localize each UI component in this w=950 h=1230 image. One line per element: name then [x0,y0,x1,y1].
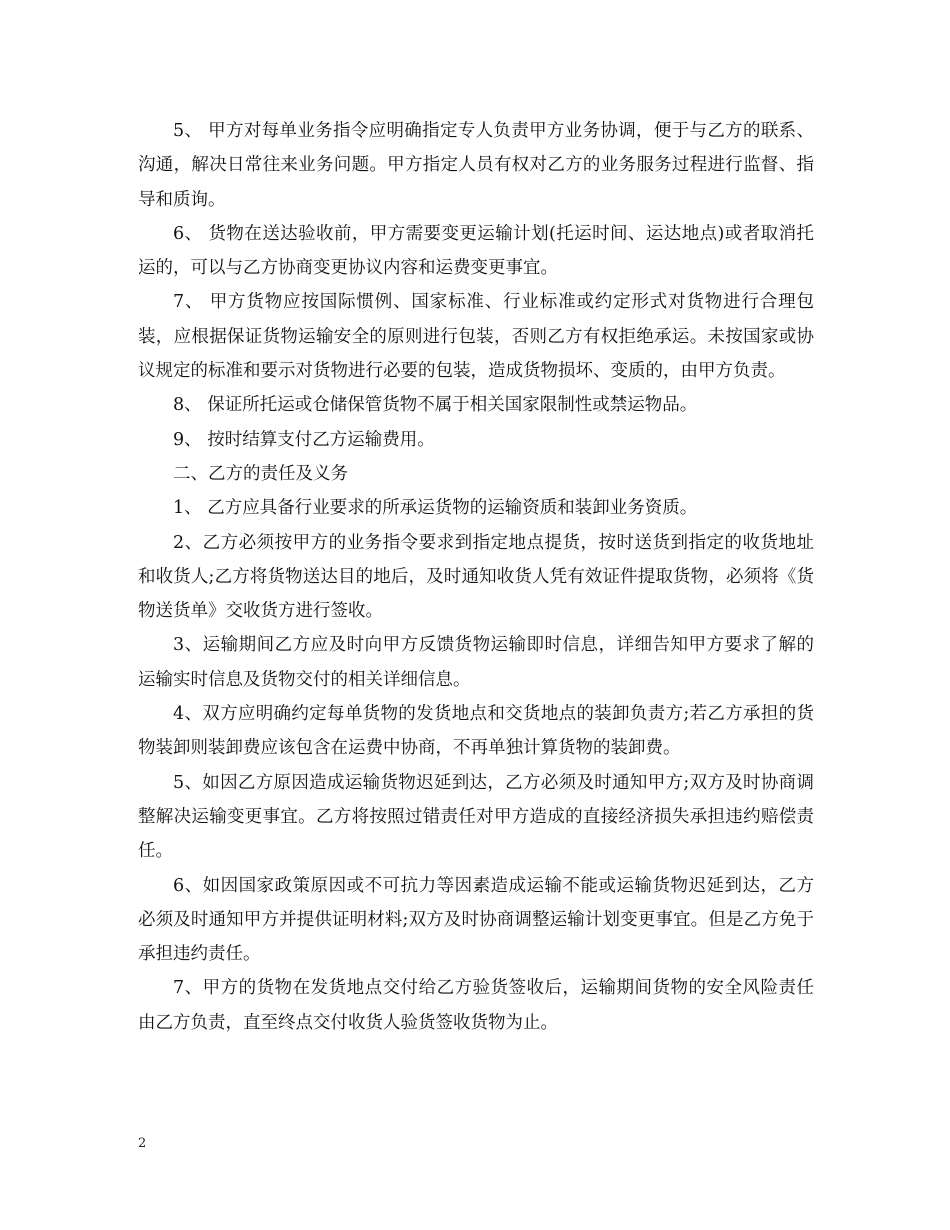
paragraph-clause-b1: 1、 乙方应具备行业要求的所承运货物的运输资质和装卸业务资质。 [173,498,698,519]
paragraph-clause-b4: 4、双方应明确约定每单货物的发货地点和交货地点的装卸负责方;若乙方承担的货物装卸则装卸费应该包含在运费中协商，不再单独计算货物的装卸费。 [138,704,814,759]
paragraph-clause-a7: 7、 甲方货物应按国际惯例、国家标准、行业标准或约定形式对货物进行合理包装，应根据保证货物运输安全的原则进行包装，否则乙方有权拒绝承运。未按国家或协议规定的标准和要示对货物进行必要的包装，造成货物损坏、变质的，由甲方负责。 [138,292,814,382]
section-heading-party-b: 二、乙方的责任及义务 [173,463,348,484]
paragraph-clause-b7: 7、甲方的货物在发货地点交付给乙方验货签收后，运输期间货物的安全风险责任由乙方负责，直至终点交付收货人验货签收货物为止。 [138,978,814,1033]
paragraph-clause-a6: 6、 货物在送达验收前，甲方需要变更运输计划(托运时间、运达地点)或者取消托运的，可以与乙方协商变更协议内容和运费变更事宜。 [138,223,814,279]
paragraph-clause-a9: 9、 按时结算支付乙方运输费用。 [173,429,435,450]
paragraph-clause-b5: 5、如因乙方原因造成运输货物迟延到达，乙方必须及时通知甲方;双方及时协商调整解决运输变更事宜。乙方将按照过错责任对甲方造成的直接经济损失承担违约赔偿责任。 [138,772,814,862]
paragraph-clause-b2: 2、乙方必须按甲方的业务指令要求到指定地点提货，按时送货到指定的收货地址和收货人;乙方将货物送达目的地后，及时通知收货人凭有效证件提取货物，必须将《货物送货单》交收货方进行签收。 [138,532,814,622]
paragraph-clause-a5: 5、 甲方对每单业务指令应明确指定专人负责甲方业务协调，便于与乙方的联系、沟通，解决日常往来业务问题。甲方指定人员有权对乙方的业务服务过程进行监督、指导和质询。 [138,121,814,210]
paragraph-clause-b3: 3、运输期间乙方应及时向甲方反馈货物运输即时信息，详细告知甲方要求了解的运输实时信息及货物交付的相关详细信息。 [138,635,814,690]
paragraph-clause-a8: 8、 保证所托运或仓储保管货物不属于相关国家限制性或禁运物品。 [173,395,698,416]
paragraph-clause-b6: 6、如因国家政策原因或不可抗力等因素造成运输不能或运输货物迟延到达，乙方必须及时通知甲方并提供证明材料;双方及时协商调整运输计划变更事宜。但是乙方免于承担违约责任。 [138,875,814,965]
document-body [138,114,814,1040]
page-number: 2 [138,1136,147,1151]
